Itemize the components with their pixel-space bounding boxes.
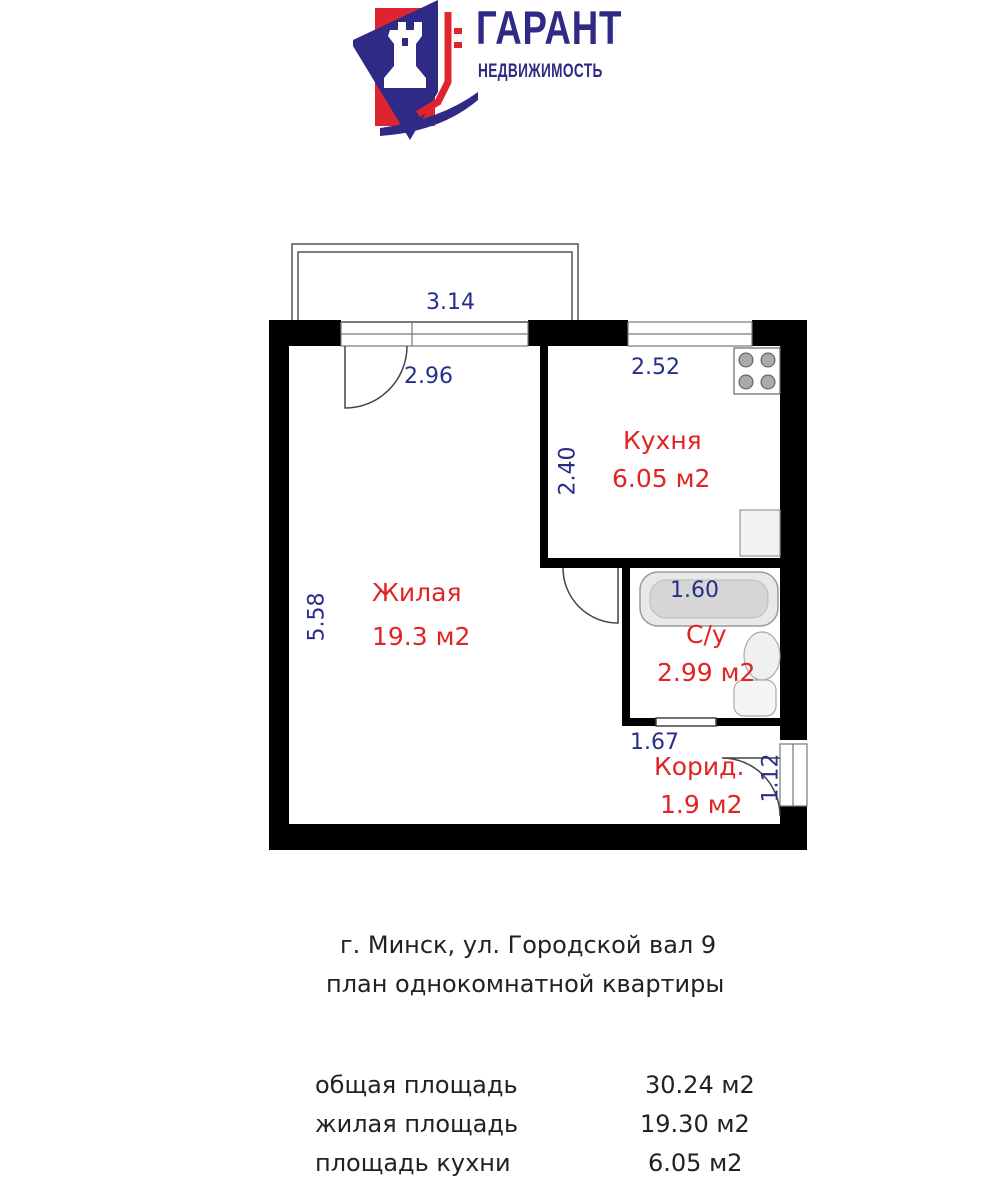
area-value-kitchen: 6.05 м2 [648, 1149, 743, 1177]
logo-title: ГАРАНТ [476, 1, 623, 54]
dimension-living-width: 2.96 [404, 364, 453, 389]
area-value-living: 19.30 м2 [640, 1110, 750, 1138]
room-area-kitchen: 6.05 м2 [612, 464, 711, 493]
area-value-total: 30.24 м2 [645, 1071, 755, 1099]
dimension-balcony-width: 3.14 [426, 290, 475, 315]
stove-icon [734, 348, 780, 394]
room-area-bathroom: 2.99 м2 [657, 658, 756, 687]
room-name-corridor: Корид. [654, 752, 745, 781]
area-label-total: общая площадь [315, 1071, 518, 1099]
room-area-corridor: 1.9 м2 [660, 790, 743, 819]
dimension-corridor-width: 1.67 [630, 730, 679, 755]
area-label-kitchen: площадь кухни [315, 1149, 511, 1177]
plan-description: план однокомнатной квартиры [326, 970, 725, 998]
kitchen-sink-icon [740, 510, 780, 556]
room-name-living: Жилая [372, 578, 462, 607]
logo-tagline: НЕДВИЖИМОСТЬ [478, 61, 603, 82]
address-text: г. Минск, ул. Городской вал 9 [340, 931, 717, 959]
room-name-bathroom: С/у [686, 620, 727, 649]
dimension-bathroom-width: 1.60 [670, 578, 719, 603]
room-name-kitchen: Кухня [623, 426, 702, 455]
dimension-kitchen-width: 2.52 [631, 355, 680, 380]
dimension-kitchen-length: 2.40 [555, 446, 581, 496]
dimension-corridor-length: 1.12 [758, 753, 784, 803]
area-label-living: жилая площадь [315, 1110, 519, 1138]
dimension-living-length: 5.58 [304, 592, 330, 642]
room-area-living: 19.3 м2 [372, 622, 471, 651]
